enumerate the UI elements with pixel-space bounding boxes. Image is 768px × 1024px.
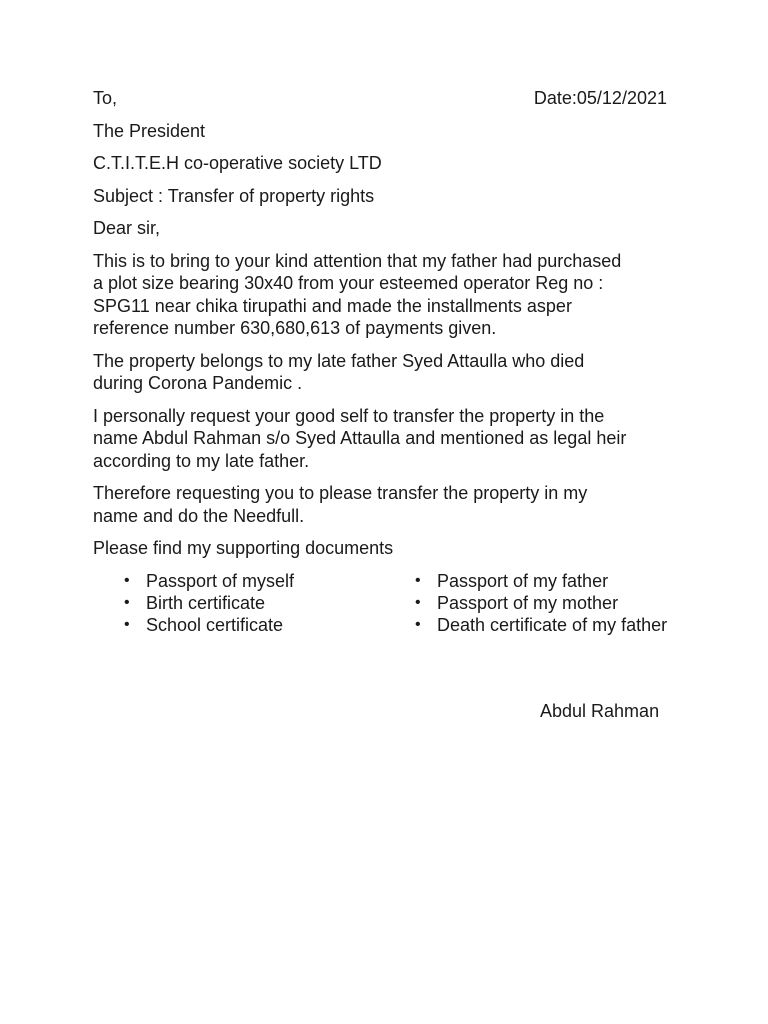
paragraph-2 xyxy=(93,350,683,395)
documents-column-left xyxy=(93,570,415,636)
paragraph-line: according to my late father. xyxy=(93,450,310,471)
organization: C.T.I.T.E.H co-operative society LTD xyxy=(93,153,382,173)
bullet-icon: • xyxy=(124,615,130,633)
paragraph-4 xyxy=(93,482,683,527)
document-label: School certificate xyxy=(146,614,284,635)
bullet-icon: • xyxy=(124,571,130,589)
header-row xyxy=(93,87,683,110)
paragraph-line: reference number 630,680,613 of payments given. xyxy=(93,318,497,338)
bullet-icon: • xyxy=(124,593,130,611)
recipient: The President xyxy=(93,120,206,141)
paragraph-line: during Corona Pandemic . xyxy=(93,373,303,393)
paragraph-line: This is to bring to your kind attention that my father had purchased xyxy=(93,250,622,271)
paragraph-line: name Abdul Rahman s/o Syed Attaulla and mentioned as legal heir xyxy=(93,428,627,448)
paragraph-line: Therefore requesting you to please transfer the property in my xyxy=(93,483,588,503)
paragraph-1 xyxy=(93,250,683,340)
documents-column-right xyxy=(415,570,667,636)
paragraph-line: name and do the Needfull. xyxy=(93,505,305,526)
paragraph-line: I personally request your good self to transfer the property in the xyxy=(93,405,605,426)
list-item xyxy=(124,614,415,636)
document-label: Passport of myself xyxy=(146,570,295,591)
letter-date: Date:05/12/2021 xyxy=(533,88,667,108)
document-label: Birth certificate xyxy=(146,592,266,613)
list-item xyxy=(415,592,667,614)
signature-name: Abdul Rahman xyxy=(540,701,660,721)
list-item xyxy=(415,570,667,592)
paragraph-line: SPG11 near chika tirupathi and made the installments asper xyxy=(93,295,572,316)
documents-intro: Please find my supporting documents xyxy=(93,538,394,558)
paragraph-3 xyxy=(93,405,683,473)
list-item xyxy=(124,592,415,614)
paragraph-line: a plot size bearing 30x40 from your esteemed operator Reg no : xyxy=(93,273,604,293)
bullet-icon: • xyxy=(415,615,421,633)
subject-line: Subject : Transfer of property rights xyxy=(93,185,375,206)
letter-body xyxy=(93,87,683,636)
paragraph-line: The property belongs to my late father Syed Attaulla who died xyxy=(93,350,585,371)
document-label: Passport of my mother xyxy=(437,592,619,613)
list-item xyxy=(124,570,415,592)
documents-list xyxy=(93,570,683,636)
salutation: Dear sir, xyxy=(93,218,161,238)
bullet-icon: • xyxy=(415,571,421,589)
bullet-icon: • xyxy=(415,593,421,611)
document-label: Passport of my father xyxy=(437,570,609,591)
list-item xyxy=(415,614,667,636)
document-label: Death certificate of my father xyxy=(437,614,668,635)
address-to: To, xyxy=(93,88,118,108)
